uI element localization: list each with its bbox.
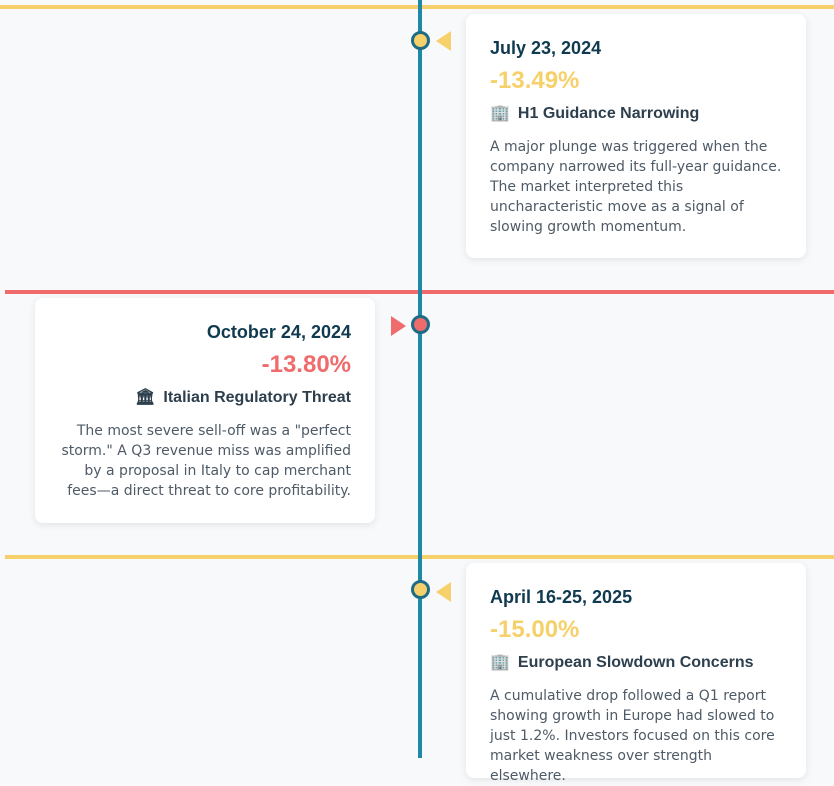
pointer-arrow-icon <box>436 582 451 602</box>
event-title <box>490 105 782 123</box>
event-card <box>35 298 375 523</box>
event-change: -13.49% <box>490 67 580 94</box>
event-change: -13.80% <box>261 351 351 378</box>
separator-line <box>0 5 834 9</box>
government-building-icon: 🏛 <box>135 389 156 406</box>
event-title-text: H1 Guidance Narrowing <box>517 105 700 122</box>
event-card <box>466 14 806 258</box>
event-date: April 16-25, 2025 <box>490 587 633 607</box>
event-date: July 23, 2024 <box>490 38 602 58</box>
event-date: October 24, 2024 <box>206 322 351 342</box>
timeline-spine <box>418 0 422 758</box>
event-description: A cumulative drop followed a Q1 report showing growth in Europe had slowed to just 1.2%. Investors focused on this core market weakness over strength elsewhere. <box>490 688 775 784</box>
event-card <box>466 563 806 784</box>
event-description: A major plunge was triggered when the company narrowed its full-year guidance. The market interpreted this uncharacteristic move as a signal of slowing growth momentum. <box>490 139 782 235</box>
office-building-icon: 🏢 <box>490 105 510 122</box>
timeline-marker <box>411 580 430 599</box>
office-building-icon: 🏢 <box>490 654 510 671</box>
event-title-text: European Slowdown Concerns <box>517 654 754 671</box>
timeline-marker <box>411 315 430 334</box>
event-title <box>490 654 782 672</box>
pointer-arrow-icon <box>436 31 451 51</box>
timeline-marker <box>411 31 430 50</box>
event-change: -15.00% <box>490 616 580 643</box>
event-title-text: Italian Regulatory Threat <box>163 389 351 406</box>
event-description: The most severe sell-off was a "perfect storm." A Q3 revenue miss was amplified by a proposal in Italy to cap merchant fees—a direct threat to core profitability. <box>61 423 351 499</box>
pointer-arrow-icon <box>391 316 406 336</box>
event-title <box>59 389 351 407</box>
